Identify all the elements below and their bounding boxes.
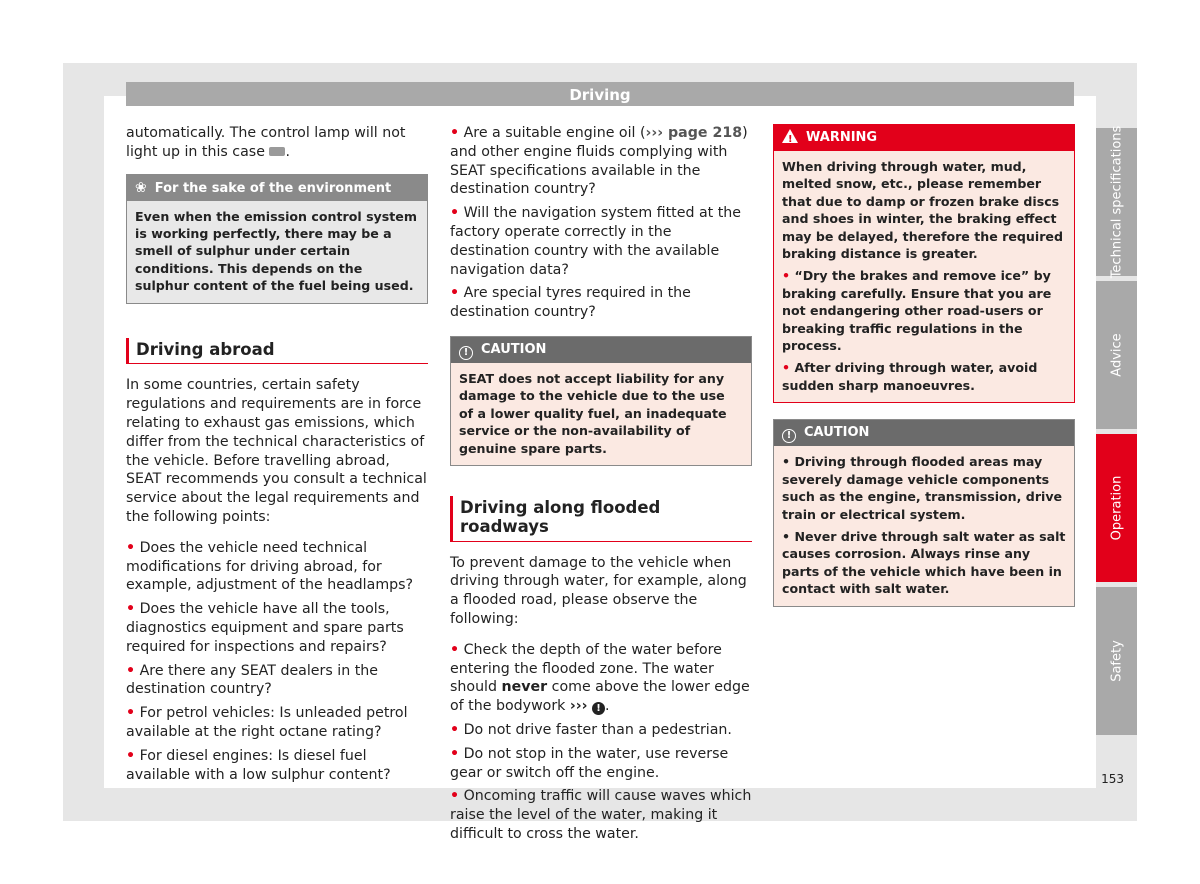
list-item: • For petrol vehicles: Is unleaded petrol available at the right octane rating? xyxy=(126,705,408,740)
list-item: • Will the navigation system fitted at the factory operate correctly in the destination country with the available navigation data? xyxy=(450,205,742,278)
column-2 xyxy=(450,124,752,849)
warning-box-header: ! WARNING xyxy=(774,125,1074,151)
list-item: • Are special tyres required in the destination country? xyxy=(450,285,691,321)
list-item: • For diesel engines: Is diesel fuel available with a low sulphur content? xyxy=(126,747,391,783)
list-item: • Does the vehicle need technical modifications for driving abroad, for example, adjustment of the headlamps? xyxy=(126,539,414,594)
list-item: • Never drive through salt water as salt causes corrosion. Always rinse any parts of the vehicle which have been in contact with salt water. xyxy=(782,528,1066,597)
intro-text: automatically. The control lamp will not light up in this case . xyxy=(126,125,406,160)
control-lamp-icon xyxy=(269,147,285,156)
caution-box xyxy=(450,336,752,466)
caution-icon: ! xyxy=(782,429,796,443)
caution-box-2-body xyxy=(774,446,1074,605)
tab-operation[interactable]: Operation xyxy=(1096,434,1137,582)
list-item: • Check the depth of the water before entering the flooded zone. The water should never come above the lower edge of the bodywork ››› ! . xyxy=(450,641,750,715)
list-item: • “Dry the brakes and remove ice” by braking carefully. Ensure that you are not endangering other road-users or breaking traffic regulations in the process. xyxy=(782,268,1052,354)
caution-icon: ! xyxy=(459,346,473,360)
environment-box-text: Even when the emission control system is working perfectly, there may be a smell of sulphur under certain conditions. This depends on the sulphur content of the fuel being used. xyxy=(127,201,427,303)
tab-technical-specifications[interactable]: Technical specifications xyxy=(1096,128,1137,276)
flooded-paragraph: To prevent damage to the vehicle when driving through water, for example, along a flooded road, please observe the following: xyxy=(450,554,747,627)
list-item: • After driving through water, avoid sudden sharp manoeuvres. xyxy=(782,360,1038,393)
page-reference-link[interactable]: ››› page 218 xyxy=(645,125,743,141)
driving-abroad-paragraph: In some countries, certain safety regulations and requirements are in force relating to exhaust gas emissions, which differ from the technical characteristics of the vehicle. Before travelling abroad, SEAT recommends you consult a technical service about the legal requirements and the following points: xyxy=(126,377,427,525)
caution-box-2 xyxy=(773,419,1075,606)
environment-box-header: ❀ For the sake of the environment xyxy=(127,175,427,201)
list-item: • Do not stop in the water, use reverse gear or switch off the engine. xyxy=(450,745,729,781)
warning-triangle-icon: ! xyxy=(782,129,798,143)
exclamation-icon: ! xyxy=(592,702,605,715)
warning-box xyxy=(773,124,1075,403)
list-item: • Do not drive faster than a pedestrian. xyxy=(450,721,732,738)
heading-flooded-roadways: Driving along flooded roadways xyxy=(450,496,752,542)
section-title: Driving xyxy=(126,82,1074,106)
caution-box-header: ! CAUTION xyxy=(451,337,751,363)
page-number: 153 xyxy=(1101,772,1124,786)
warning-box-body xyxy=(774,151,1074,402)
column-1 xyxy=(126,124,428,789)
list-item: • Are there any SEAT dealers in the destination country? xyxy=(126,662,379,698)
caution-box-text: SEAT does not accept liability for any damage to the vehicle due to the use of a lower quality fuel, an inadequate service or the non-availability of genuine spare parts. xyxy=(451,363,751,465)
tab-safety[interactable]: Safety xyxy=(1096,587,1137,735)
caution-box-2-header: ! CAUTION xyxy=(774,420,1074,446)
warning-text: When driving through water, mud, melted snow, etc., please remember that due to damp or frozen brake discs and shoes in winter, the braking effect may be delayed, therefore the required braking distance is greater. xyxy=(782,159,1063,262)
list-item: • Driving through flooded areas may severely damage vehicle components such as the engine, transmission, drive train or electrical system. xyxy=(782,454,1063,522)
list-item: • Oncoming traffic will cause waves which raise the level of the water, making it difficult to cross the water. xyxy=(450,788,752,842)
warning-reference[interactable]: ››› xyxy=(569,698,588,715)
list-item: • Does the vehicle have all the tools, diagnostics equipment and spare parts required for inspections and repairs? xyxy=(126,601,404,655)
tab-advice[interactable]: Advice xyxy=(1096,281,1137,429)
list-item: • Are a suitable engine oil (››› page 218) and other engine fluids complying with SEAT specifications available in the destination country? xyxy=(450,125,748,198)
column-3 xyxy=(773,124,1075,619)
environment-box xyxy=(126,174,428,304)
heading-driving-abroad: Driving abroad xyxy=(126,338,428,365)
flower-icon: ❀ xyxy=(135,179,147,196)
